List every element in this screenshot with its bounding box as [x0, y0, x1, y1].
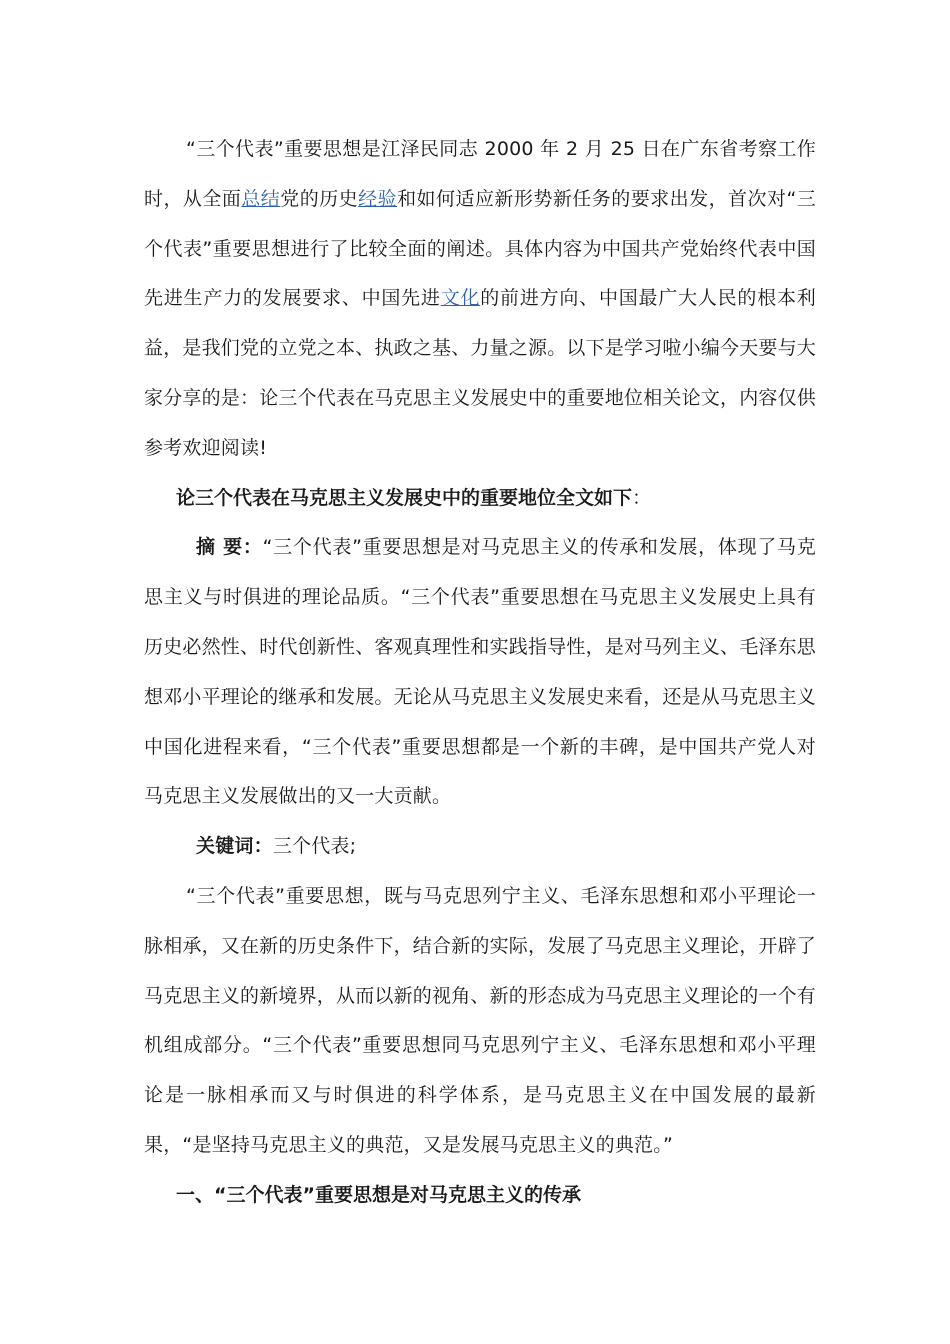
link-wenhua[interactable]: 文化: [440, 287, 481, 310]
link-jingyan[interactable]: 经验: [358, 187, 398, 210]
fulltext-heading: [144, 474, 816, 524]
intro-text-3: 和如何适应新形势新任务的要求出发，首次对“三个代表”重要思想进行了比较全面的阐述。具体内容为中国共产党始终代表中国先进生产力的发展要求、中国先进: [144, 187, 816, 310]
keywords-text: 三个代表;: [272, 835, 357, 858]
keywords-paragraph: [144, 822, 816, 872]
intro-paragraph: [144, 125, 816, 474]
intro-text-1: “三个代表”重要思想是江泽民同志 2000 年 2 月 25 日在广东省考察工作时，从全面: [144, 138, 816, 210]
intro-text-4: 的前进方向、中国最广大人民的根本利益，是我们党的立党之本、执政之基、力量之源。以下是学习啦小编今天要与大家分享的是：论三个代表在马克思主义发展史中的重要地位相关论文，内容仅供参考欢迎阅读!: [144, 287, 817, 459]
body-paragraph: “三个代表”重要思想，既与马克思列宁主义、毛泽东思想和邓小平理论一脉相承，又在新的历史条件下，结合新的实际，发展了马克思主义理论，开辟了马克思主义的新境界，从而以新的视角、新的形态成为马克思主义理论的一个有机组成部分。“三个代表”重要思想同马克思列宁主义、毛泽东思想和邓小平理论是一脉相承而又与时俱进的科学体系，是马克思主义在中国发展的最新果，“是坚持马克思主义的典范，又是发展马克思主义的典范。”: [144, 884, 817, 1156]
fulltext-heading-colon: ：: [632, 486, 652, 509]
abstract-text: “三个代表”重要思想是对马克思主义的传承和发展，体现了马克思主义与时俱进的理论品质。“三个代表”重要思想在马克思主义发展史上具有历史必然性、时代创新性、客观真理性和实践指导性，是对马列主义、毛泽东思想邓小平理论的继承和发展。无论从马克思主义发展史来看，还是从马克思主义中国化进程来看，“三个代表”重要思想都是一个新的丰碑，是中国共产党人对马克思主义发展做出的又一大贡献。: [144, 536, 817, 808]
abstract-label: 摘 要：: [196, 536, 263, 559]
intro-text-2: 党的历史: [280, 187, 359, 210]
abstract-paragraph: [144, 523, 816, 822]
section-one-heading: 一、“三个代表”重要思想是对马克思主义的传承: [176, 1183, 581, 1206]
document-body: [144, 125, 816, 1221]
keywords-label: 关键词：: [196, 835, 273, 858]
fulltext-heading-text: 论三个代表在马克思主义发展史中的重要地位全文如下: [176, 486, 633, 509]
link-zongjie[interactable]: 总结: [241, 187, 281, 210]
